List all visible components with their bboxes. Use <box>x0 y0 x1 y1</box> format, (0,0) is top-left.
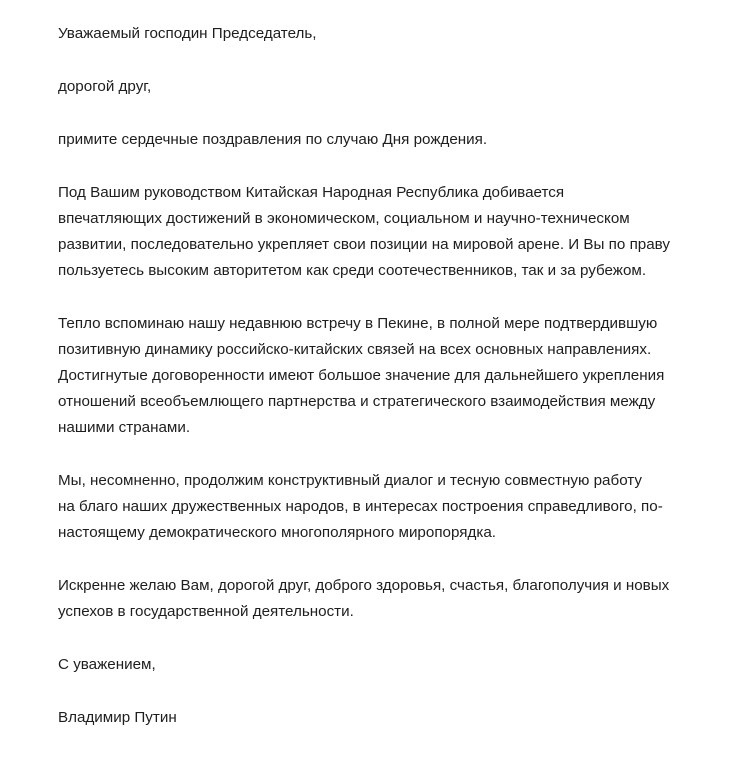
paragraph-line: Искренне желаю Вам, дорогой друг, доброго здоровья, счастья, благополучия и новых <box>58 577 670 594</box>
paragraph-wishes <box>58 573 696 625</box>
paragraph-meeting <box>58 311 696 441</box>
paragraph-line: настоящему демократического многополярного миропорядка. <box>58 524 497 541</box>
paragraph-line: Достигнутые договоренности имеют большое значение для дальнейшего укрепления <box>58 367 665 384</box>
paragraph-achievements <box>58 180 696 284</box>
closing <box>58 652 696 678</box>
paragraph-line: нашими странами. <box>58 419 191 436</box>
paragraph-line: Мы, несомненно, продолжим конструктивный диалог и тесную совместную работу <box>58 472 643 489</box>
paragraph-dialogue <box>58 468 696 546</box>
address-text: дорогой друг, <box>58 78 152 95</box>
paragraph-line: пользуетесь высоким авторитетом как среди соотечественников, так и за рубежом. <box>58 262 647 279</box>
paragraph-line: позитивную динамику российско-китайских связей на всех основных направлениях. <box>58 341 652 358</box>
paragraph-line: успехов в государственной деятельности. <box>58 603 354 620</box>
paragraph-line: Под Вашим руководством Китайская Народная Республика добивается <box>58 184 565 201</box>
paragraph-line: отношений всеобъемлющего партнерства и стратегического взаимодействия между <box>58 393 656 410</box>
paragraph-line: Тепло вспоминаю нашу недавнюю встречу в Пекине, в полной мере подтвердившую <box>58 315 658 332</box>
salutation <box>58 21 696 47</box>
paragraph-line: впечатляющих достижений в экономическом, социальном и научно-техническом <box>58 210 630 227</box>
signature-text: Владимир Путин <box>58 709 177 726</box>
closing-text: С уважением, <box>58 656 156 673</box>
greeting <box>58 127 696 153</box>
greeting-text: примите сердечные поздравления по случаю Дня рождения. <box>58 131 488 148</box>
salutation-text: Уважаемый господин Председатель, <box>58 25 317 42</box>
address <box>58 74 696 100</box>
paragraph-line: развитии, последовательно укрепляет свои позиции на мировой арене. И Вы по праву <box>58 236 671 253</box>
signature <box>58 705 696 731</box>
paragraph-line: на благо наших дружественных народов, в интересах построения справедливого, по- <box>58 498 663 515</box>
